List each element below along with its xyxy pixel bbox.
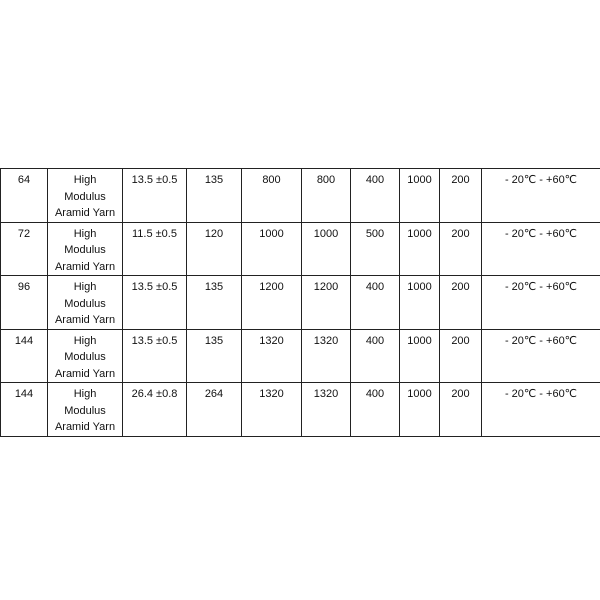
material-cell [48, 222, 123, 276]
tension-long-cell: 1000 [302, 222, 351, 276]
diameter-cell: 13.5 ±0.5 [123, 169, 187, 223]
material-line: Modulus [64, 351, 106, 363]
bend-radius-cell: 200 [440, 329, 482, 383]
bend-radius-cell: 200 [440, 276, 482, 330]
cable-spec-table [0, 168, 600, 437]
crush-long-cell: 1000 [400, 276, 440, 330]
temperature-cell: - 20℃ - +60℃ [482, 169, 600, 223]
table-row [1, 329, 600, 383]
crush-short-cell: 400 [351, 383, 400, 437]
material-cell [48, 169, 123, 223]
material-line: Modulus [64, 297, 106, 310]
crush-short-cell: 400 [351, 329, 400, 383]
material-line: High [73, 334, 97, 347]
material-line: High [73, 227, 97, 240]
fiber-count-cell: 64 [1, 169, 48, 223]
material-line: High [73, 174, 97, 186]
diameter-cell: 26.4 ±0.8 [123, 383, 187, 437]
fiber-count-cell: 96 [1, 276, 48, 330]
material-line: Modulus [64, 404, 106, 417]
material-cell [48, 329, 123, 383]
material-line: Aramid Yarn [54, 367, 116, 380]
crush-long-cell: 1000 [400, 329, 440, 383]
material-line: Aramid Yarn [54, 314, 116, 326]
material-line: Aramid Yarn [54, 207, 116, 219]
diameter-cell: 11.5 ±0.5 [123, 222, 187, 276]
material-line: Modulus [64, 244, 106, 256]
tension-long-cell: 1320 [302, 329, 351, 383]
tension-short-cell: 1200 [242, 276, 302, 330]
crush-long-cell: 1000 [400, 222, 440, 276]
material-cell [48, 383, 123, 437]
weight-cell: 264 [187, 383, 242, 437]
weight-cell: 135 [187, 276, 242, 330]
table-row [1, 276, 600, 330]
material-line: High [73, 281, 97, 293]
crush-short-cell: 500 [351, 222, 400, 276]
diameter-cell: 13.5 ±0.5 [123, 329, 187, 383]
material-cell [48, 276, 123, 330]
temperature-cell: - 20℃ - +60℃ [482, 222, 600, 276]
bend-radius-cell: 200 [440, 383, 482, 437]
temperature-cell: - 20℃ - +60℃ [482, 276, 600, 330]
crush-short-cell: 400 [351, 169, 400, 223]
table-row [1, 222, 600, 276]
weight-cell: 120 [187, 222, 242, 276]
fiber-count-cell: 144 [1, 329, 48, 383]
table-row [1, 383, 600, 437]
bend-radius-cell: 200 [440, 222, 482, 276]
tension-short-cell: 1320 [242, 383, 302, 437]
bend-radius-cell: 200 [440, 169, 482, 223]
tension-short-cell: 1320 [242, 329, 302, 383]
crush-long-cell: 1000 [400, 383, 440, 437]
tension-long-cell: 1320 [302, 383, 351, 437]
material-line: Aramid Yarn [54, 421, 116, 433]
fiber-count-cell: 72 [1, 222, 48, 276]
crush-long-cell: 1000 [400, 169, 440, 223]
tension-short-cell: 800 [242, 169, 302, 223]
material-line: Modulus [64, 190, 106, 203]
tension-short-cell: 1000 [242, 222, 302, 276]
material-line: High [73, 388, 97, 400]
temperature-cell: - 20℃ - +60℃ [482, 329, 600, 383]
material-line: Aramid Yarn [54, 260, 116, 273]
tension-long-cell: 1200 [302, 276, 351, 330]
weight-cell: 135 [187, 169, 242, 223]
weight-cell: 135 [187, 329, 242, 383]
table-row [1, 169, 600, 223]
fiber-count-cell: 144 [1, 383, 48, 437]
temperature-cell: - 20℃ - +60℃ [482, 383, 600, 437]
tension-long-cell: 800 [302, 169, 351, 223]
crush-short-cell: 400 [351, 276, 400, 330]
diameter-cell: 13.5 ±0.5 [123, 276, 187, 330]
